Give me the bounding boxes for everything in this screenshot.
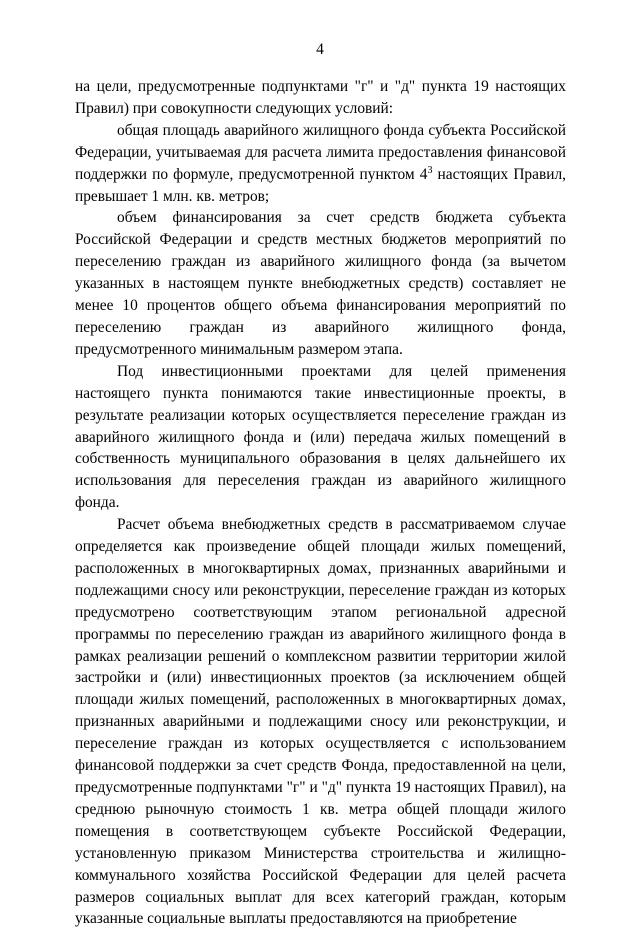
page-number: 4 [316,41,324,58]
paragraph-area-text-after: настоящих Правил, превышает 1 млн. кв. метров; [75,165,566,205]
paragraph-financing-condition: объем финансирования за счет средств бюджета субъекта Российской Федерации и средств местных бюджетов мероприятий по переселению граждан из аварийного жилищного фонда (за вычетом указанных в настоящем пункте внебюджетных средств) составляет не менее 10 процентов общего объема финансирования мероприятий по переселению граждан из аварийного жилищного фонда, предусмотренного минимальным размером этапа. [75,209,566,358]
superscript-reference: 3 [427,164,433,176]
paragraph-area-text-before: общая площадь аварийного жилищного фонда субъекта Российской Федерации, учитываемая для расчета лимита предоставления финансовой поддержки по формуле, предусмотренной пунктом 4 [75,121,566,183]
document-body [75,76,566,930]
paragraph-extrabudgetary-calculation: Расчет объема внебюджетных средств в рассматриваемом случае определяется как произведение общей площади жилых помещений, расположенных в многоквартирных домах, признанных аварийными и подлежащими сносу или реконструкции, переселение граждан из которых предусмотрено соответствующим этапом региональной адресной программы по переселению граждан из аварийного жилищного фонда в рамках реализации решений о комплексном развитии территории жилой застройки и (или) инвестиционных проектов (за исключением общей площади жилых помещений, расположенных в многоквартирных домах, признанных аварийными и подлежащими сносу или реконструкции, и переселение граждан из которых осуществляется с использованием финансовой поддержки за счет средств Фонда, предоставленной на цели, предусмотренные подпунктами "г" и "д" пункта 19 настоящих Правил), на среднюю рыночную стоимость 1 кв. метра общей площади жилого помещения в соответствующем субъекте Российской Федерации, установленную приказом Министерства строительства и жилищно-коммунального хозяйства Российской Федерации для целей расчета размеров социальных выплат для всех категорий граждан, которым указанные социальные выплаты предоставляются на приобретение [75,516,566,928]
paragraph-area-condition [75,120,566,208]
paragraph-conditions-intro: на цели, предусмотренные подпунктами "г" и "д" пункта 19 настоящих Правил) при совокупности следующих условий: [75,78,566,117]
paragraph-investment-projects: Под инвестиционными проектами для целей применения настоящего пункта понимаются такие инвестиционные проекты, в результате реализации которых осуществляется переселение граждан из аварийного жилищного фонда и (или) передача жилых помещений в собственность муниципального образования в целях дальнейшего их использования для переселения граждан из аварийного жилищного фонда. [75,362,566,512]
